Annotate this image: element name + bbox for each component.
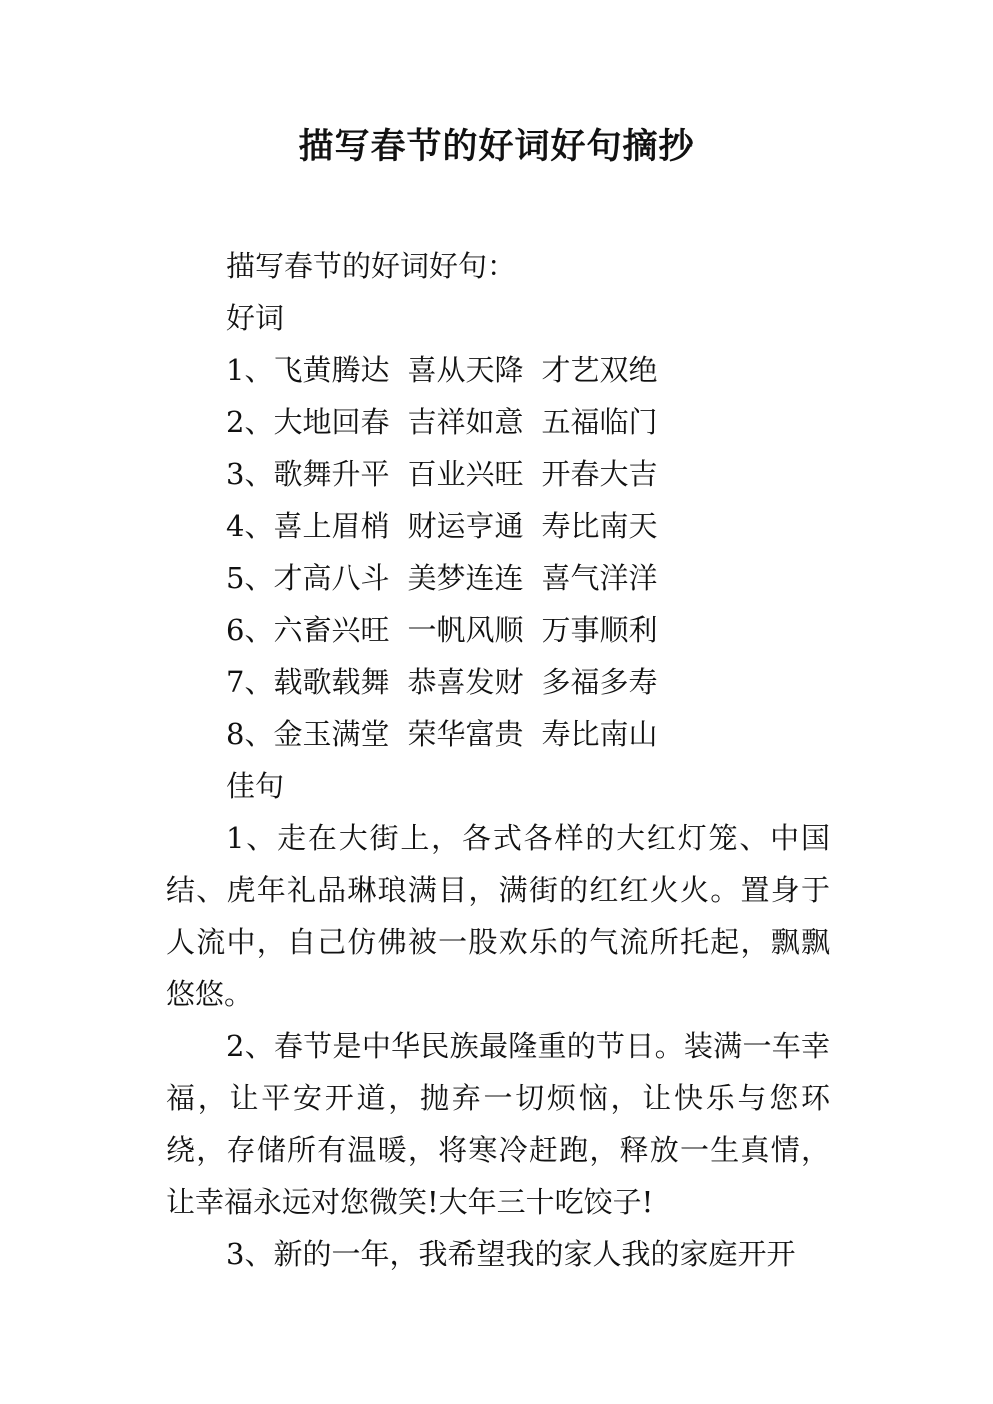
word-row-number: 3、 — [226, 457, 274, 491]
word: 才艺双绝 — [541, 353, 658, 387]
sentences-heading: 佳句 — [226, 769, 285, 803]
sentence-paragraph: 3、新的一年，我希望我的家人我的家庭开开 — [226, 1237, 796, 1271]
word-row-number: 1、 — [226, 353, 274, 387]
word-row-number: 8、 — [226, 717, 274, 751]
intro-line: 描写春节的好词好句： — [226, 249, 517, 283]
word: 歌舞升平 — [273, 457, 390, 491]
page-title: 描写春节的好词好句摘抄 — [298, 127, 695, 167]
document-body — [166, 240, 830, 1280]
word-row-number: 4、 — [226, 509, 274, 543]
word: 喜气洋洋 — [541, 561, 658, 595]
word: 一帆风顺 — [407, 613, 524, 647]
words-heading: 好词 — [226, 301, 285, 335]
word: 寿比南山 — [541, 717, 658, 751]
word-row-number: 7、 — [226, 665, 274, 699]
word: 六畜兴旺 — [273, 613, 390, 647]
word: 百业兴旺 — [407, 457, 524, 491]
word-row — [166, 656, 830, 708]
word-row-number: 6、 — [226, 613, 274, 647]
word: 飞黄腾达 — [273, 353, 390, 387]
word-row — [166, 604, 830, 656]
word-row — [166, 552, 830, 604]
word: 喜从天降 — [407, 353, 524, 387]
sentence-paragraph: 1、走在大街上，各式各样的大红灯笼、中国结、虎年礼品琳琅满目，满街的红红火火。置身于人流中，自己仿佛被一股欢乐的气流所托起，飘飘悠悠。 — [166, 821, 830, 1011]
word: 万事顺利 — [541, 613, 658, 647]
word: 开春大吉 — [541, 457, 658, 491]
word: 载歌载舞 — [273, 665, 390, 699]
word: 才高八斗 — [273, 561, 390, 595]
word: 恭喜发财 — [407, 665, 524, 699]
word-row-number: 5、 — [226, 561, 274, 595]
word: 喜上眉梢 — [273, 509, 390, 543]
word-row — [166, 708, 830, 760]
word: 金玉满堂 — [273, 717, 390, 751]
word: 五福临门 — [541, 405, 658, 439]
word: 寿比南天 — [541, 509, 658, 543]
word-row — [166, 396, 830, 448]
word: 吉祥如意 — [407, 405, 524, 439]
sentence-paragraph: 2、春节是中华民族最隆重的节日。装满一车幸福，让平安开道，抛弃一切烦恼，让快乐与您环绕，存储所有温暖，将寒冷赶跑，释放一生真情，让幸福永远对您微笑!大年三十吃饺子! — [166, 1029, 830, 1219]
word: 财运亨通 — [407, 509, 524, 543]
word-row — [166, 344, 830, 396]
word-row-number: 2、 — [226, 405, 274, 439]
word: 大地回春 — [273, 405, 390, 439]
word: 荣华富贵 — [407, 717, 524, 751]
word: 多福多寿 — [541, 665, 658, 699]
word-row — [166, 500, 830, 552]
word-row — [166, 448, 830, 500]
word: 美梦连连 — [407, 561, 524, 595]
